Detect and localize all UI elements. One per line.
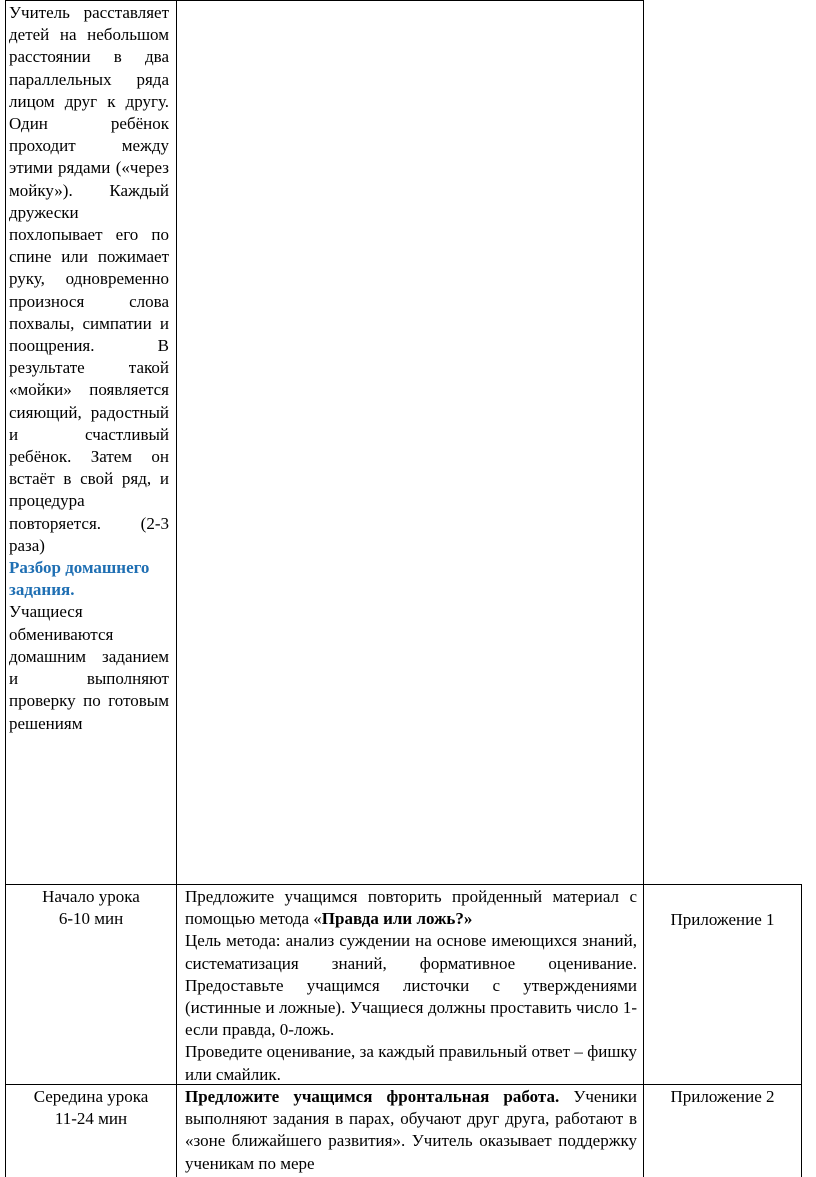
homework-title: Разбор домашнего задания. (9, 558, 150, 600)
stage-time: 11-24 мин (54, 1109, 128, 1129)
stage-cell-start (6, 886, 176, 930)
assessment-text: Проведите оценивание, за каждый правильный ответ – фишку или смайлик. (185, 1042, 637, 1084)
table-border-col2 (643, 0, 644, 1177)
stage-label: Середина урока (33, 1087, 149, 1106)
table-border-col1 (176, 0, 177, 1177)
table-border-right (801, 884, 802, 1177)
table-border-top (5, 0, 644, 1)
task-title: Предложите учащимся фронтальная работа. (185, 1087, 560, 1106)
stage-time: 6-10 мин (58, 909, 124, 929)
resource-cell-start (644, 909, 801, 931)
homework-text: Учащиеся обмениваются домашним заданием и выполняют проверку по готовым решениям (9, 602, 169, 733)
content-cell-middle (185, 1086, 637, 1175)
task-text: Предложите учащимся фронтальная работа. Ученики выполняют задания в парах, обучают друг друга, работают в «зоне ближайшего развития». Учитель оказывает поддержку ученикам по мере (185, 1087, 638, 1173)
activity-text: Учитель расставляет детей на небольшом расстоянии в два параллельных ряда лицом друг к другу. Один ребёнок проходит между этими рядами («через мойку»). Каждый дружески похлопывает его по спине или пожимает руку, одновременно произнося слова похвалы, симпатии и поощрения. В результате такой «мойки» появляется сияющий, радостный и счастливый ребёнок. Затем он встаёт в свой ряд, и процедура повторяется. (2-3 раза) (9, 3, 169, 555)
stage-cell-middle (6, 1086, 176, 1130)
table-border-left (5, 0, 6, 1177)
row-divider-1 (5, 884, 802, 885)
content-cell-start (185, 886, 637, 1086)
method-goal: Цель метода: анализ суждении на основе имеющихся знаний, систематизация знаний, формативное оценивание. Предоставьте учащимся листочки с утверждениями (истинные и ложные). Учащиеся должны проставить число 1-если правда, 0-ложь. (185, 931, 637, 1040)
method-intro: Предложите учащимся повторить пройденный материал с помощью метода «Правда или ложь?» (185, 887, 637, 929)
activity-cell (9, 2, 169, 735)
stage-label: Начало урока (42, 887, 140, 906)
resource-label: Приложение 2 (670, 1087, 775, 1106)
method-name: Правда или ложь?» (321, 909, 473, 929)
resource-label: Приложение 1 (670, 910, 775, 929)
resource-cell-middle (644, 1086, 801, 1108)
